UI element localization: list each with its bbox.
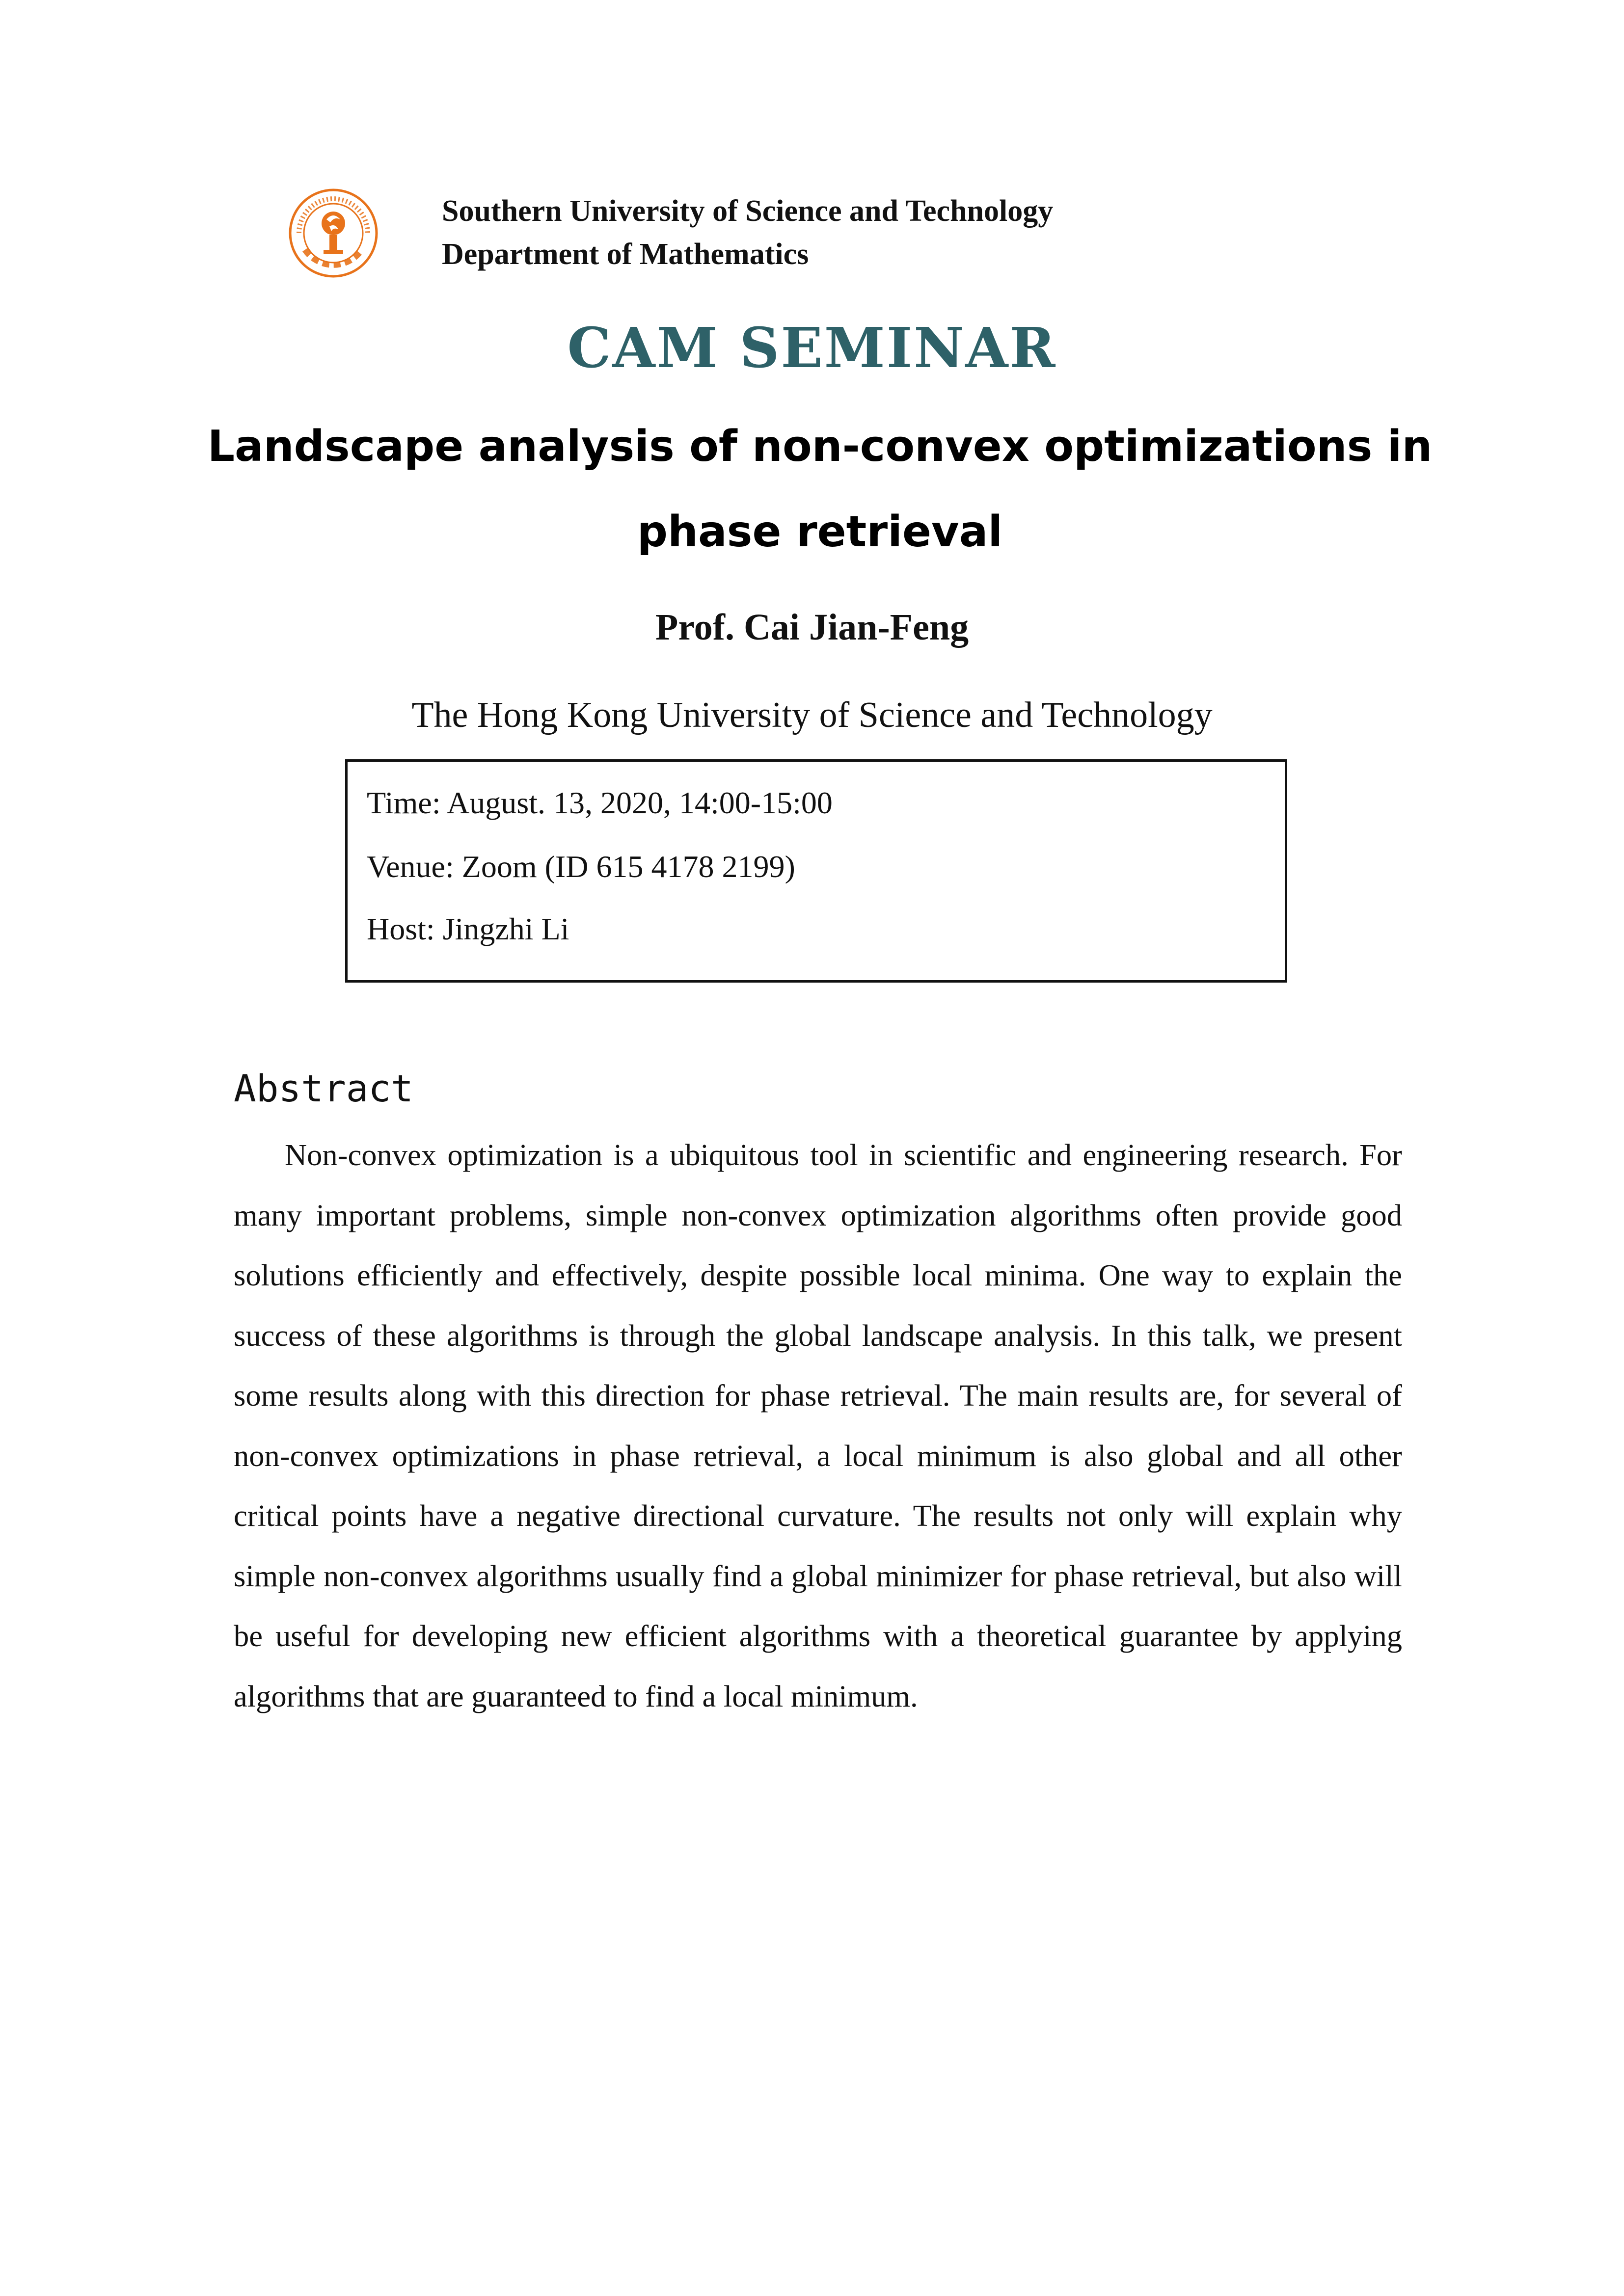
abstract-heading: Abstract — [234, 1067, 414, 1110]
institution-header — [442, 189, 1053, 276]
speaker-name: Prof. Cai Jian-Feng — [655, 607, 969, 648]
university-logo-icon — [287, 187, 379, 279]
department-name: Department of Mathematics — [442, 238, 809, 271]
seminar-series-title: CAM SEMINAR — [567, 316, 1057, 380]
university-name: Southern University of Science and Technology — [442, 194, 1054, 228]
event-host: Host: Jingzhi Li — [367, 911, 569, 946]
talk-title: Landscape analysis of non-convex optimizations in phase retrieval — [207, 421, 1433, 557]
event-venue: Venue: Zoom (ID 615 4178 2199) — [367, 849, 795, 884]
event-time: Time: August. 13, 2020, 14:00-15:00 — [367, 785, 833, 820]
abstract-body: Non-convex optimization is a ubiquitous tool in scientific and engineering research. For many important problems, simple non-convex optimization algorithms often provide good solutions efficiently and effectively, despite possible local minima. One way to explain the success of these algorithms is through the global landscape analysis. In this talk, we present some results along with this direction for phase retrieval. The main results are, for several of non-convex optimizations in phase retrieval, a local minimum is also global and all other critical points have a negative directional curvature. The results not only will explain why simple non-convex algorithms usually find a global minimizer for phase retrieval, but also will be useful for developing new efficient algorithms with a theoretical guarantee by applying algorithms that are guaranteed to find a local minimum. — [234, 1138, 1402, 1713]
event-details-box — [345, 759, 1287, 983]
speaker-affiliation: The Hong Kong University of Science and Technology — [411, 695, 1213, 735]
